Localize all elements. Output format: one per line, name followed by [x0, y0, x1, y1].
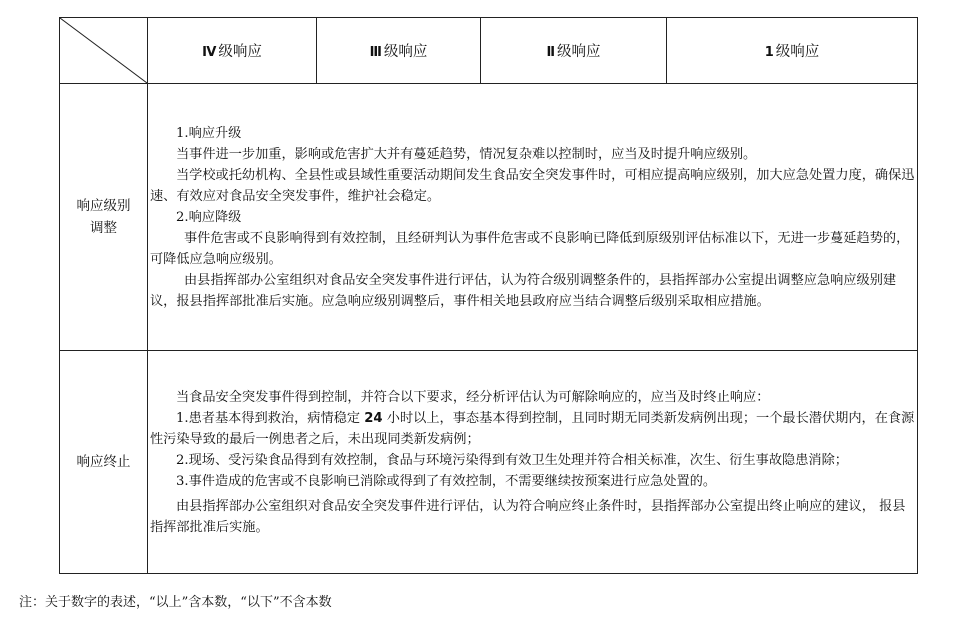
response-table: [59, 17, 918, 574]
level-2-label: 级响应: [557, 44, 601, 60]
termination-intro: 当食品安全突发事件得到控制，并符合以下要求，经分析评估认为可解除响应的，应当及时终止响应：: [176, 389, 770, 405]
diagonal-corner-cell: [60, 18, 148, 84]
termination-content: [148, 351, 918, 574]
row-label-line2: 调整: [90, 220, 117, 236]
row-label-termination: 响应终止: [60, 351, 148, 574]
row-level-adjustment: [60, 84, 918, 351]
deescalate-text-2: 由县指挥部办公室组织对食品安全突发事件进行评估，认为符合级别调整条件的，县指挥部办公室提出调整应急响应级别建议，报县指挥部批准后实施。应急响应级别调整后，事件相关地县政府应当结合调整后级别采取相应措施。: [150, 272, 897, 309]
level-2-numeral: Ⅱ: [546, 45, 556, 60]
header-level-1: [667, 18, 918, 84]
escalate-text-1: 当事件进一步加重，影响或危害扩大并有蔓延趋势，情况复杂难以控制时，应当及时提升响应级别。: [176, 146, 757, 162]
level-1-numeral: 1: [764, 45, 774, 60]
level-4-label: 级响应: [218, 44, 262, 60]
level-3-label: 级响应: [383, 44, 428, 60]
header-level-2: [481, 18, 667, 84]
level-1-label: 级响应: [775, 44, 820, 60]
header-level-3: [317, 18, 481, 84]
escalate-heading: 1.响应升级: [176, 125, 242, 141]
level-3-numeral: Ⅲ: [369, 45, 382, 60]
item-1-number: 24: [364, 410, 383, 426]
deescalate-text-1: 事件危害或不良影响得到有效控制，且经研判认为事件危害或不良影响已降低到原级别评估标准以下，无进一步蔓延趋势的，可降低应急响应级别。: [150, 230, 910, 267]
termination-closing: 由县指挥部办公室组织对食品安全突发事件进行评估，认为符合响应终止条件时，县指挥部办公室提出终止响应的建议， 报县指挥部批准后实施。: [150, 498, 906, 535]
termination-item-3: 3.事件造成的危害或不良影响已消除或得到了有效控制，不需要继续按预案进行应急处置的。: [176, 473, 717, 489]
header-level-4: [148, 18, 317, 84]
deescalate-heading: 2.响应降级: [176, 209, 242, 225]
level-4-numeral: Ⅳ: [202, 45, 217, 60]
escalate-text-2: 当学校或托幼机构、全县性或县域性重要活动期间发生食品安全突发事件时，可相应提高响应级别，加大应急处置力度，确保迅速、有效应对食品安全突发事件，维护社会稳定。: [150, 167, 915, 204]
item-1-pre: 1.患者基本得到救治，病情稳定: [176, 410, 361, 426]
header-row: [60, 18, 918, 84]
footnote: 注：关于数字的表述，“以上”含本数，“以下”不含本数: [19, 595, 332, 610]
item-1-post: 小时以上，事态基本得到控制，且同时期无同类新发病例出现；一个最长潜伏期内，在食源性污染导致的最后一例患者之后，未出现同类新发病例；: [150, 410, 915, 447]
diagonal-line: [60, 18, 147, 83]
termination-item-1: [150, 408, 915, 450]
row-termination: [60, 351, 918, 574]
termination-item-2: 2.现场、受污染食品得到有效控制，食品与环境污染得到有效卫生处理并符合相关标准，次生、衍生事故隐患消除；: [176, 452, 848, 468]
row-label-line1: 响应级别: [76, 198, 131, 214]
row-label-adjustment: [60, 84, 148, 351]
adjustment-content: [148, 84, 918, 351]
